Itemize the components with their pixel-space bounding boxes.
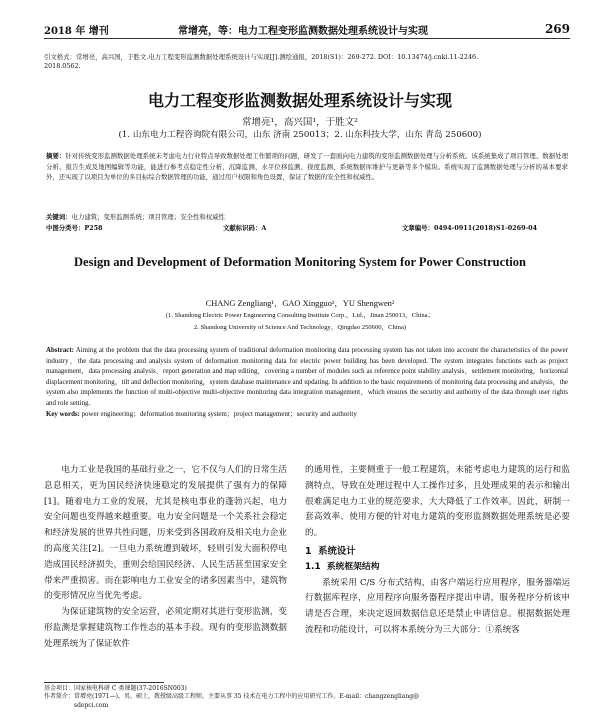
abstract-en-text: Aiming at the problem that the data processing system of traditional deformation monitoring data processing system has not taken into account the characteristics of the power industry，the data processing and analysis system of deformation monitoring data for electric power building has been developed. The system integrates functions such as project management，data processing analysis，report generation and map editing，covering a number of modules such as reference point stability analysis，settlement monitoring，horizontal displacement monitoring，tilt and deflection monitoring，system database maintenance and updating. In addition to the basic requirements of monitoring data processing and analysis，the system also implements the function of multi-objective multi-objective monitoring data integration management，which ensures the security and authority of the data through user rights and role setting. xyxy=(46,347,569,407)
title-en: Design and Development of Deformation Monitoring System for Power Construction xyxy=(74,255,526,269)
keywords-en-text: power engineering；deformation monitoring system；project management；security and authority xyxy=(81,410,357,418)
subsection-title: 系统框架结构 xyxy=(326,561,380,572)
citation-line-2: 2018.0562. xyxy=(44,62,81,70)
subsection-number: 1.1 xyxy=(305,561,321,572)
document-code: 文献标识码：A xyxy=(223,224,267,232)
authors-en: CHANG Zengliang¹，GAO Xingguo¹，YU Shengwen² xyxy=(205,299,395,308)
body-left-paragraph-1: 电力工业是我国的基础行业之一，它不仅与人们的日常生活息息相关，更为国民经济快速稳定的发展提供了强有力的保障[1]。随着电力工业的发展，尤其是核电事业的蓬勃兴起，电力安全问题也变得越来越重要。电力安全问题是一个关系社会稳定和经济发展的世界共性问题，历来受到各国政府及相关电力企业的高度关注[2]。一旦电力系统遭到破坏，轻则引发大面积停电造成国民经济损失，重则会给国民经济、人民生活甚至国家安全带来严重损害。而在影响电力工业安全的诸多因素当中，建筑物的变形情况应当优先考虑。 xyxy=(44,465,287,602)
keywords-en xyxy=(46,410,568,421)
author-bio: 作者简介：常增亮(1971—)，男，硕士，教授级高级工程师，主要从事 35 技术在电力工程中的应用研究工作。E-mail：changzengliang@ xyxy=(44,693,420,701)
running-title: 常增亮，等：电力工程变形监测数据处理系统设计与实现 xyxy=(178,26,428,37)
keywords-en-label: Key words: xyxy=(46,410,80,418)
authors-cn: 常增亮¹，高兴国¹，于胜文² xyxy=(242,117,358,128)
clc-number: 中图分类号：P258 xyxy=(46,224,103,232)
classification-cn xyxy=(46,223,568,234)
subsection-heading-1-1 xyxy=(305,560,570,576)
abstract-cn-label: 摘要： xyxy=(46,152,66,160)
affiliation-en-2: 2. Shandong University of Science And Technology，Qingdao 250600，China) xyxy=(193,324,407,331)
funding-note: 基金项目：国家核电科研 C 类课题(37-2016SN003) xyxy=(44,685,187,692)
section-heading-1 xyxy=(305,544,570,560)
citation-block xyxy=(44,53,570,71)
header-rule xyxy=(44,38,570,39)
affiliation-en-1: (1. Shandong Electric Power Engineering Consulting Institute Corp.，Ltd.，Jinan 250013，China； xyxy=(165,312,435,319)
footnote xyxy=(44,685,570,710)
affiliation-cn: (1. 山东电力工程咨询院有限公司，山东 济南 250013；2. 山东科技大学，山东 青岛 250600) xyxy=(118,130,482,140)
abstract-en xyxy=(46,346,568,420)
keywords-cn-text: 电力建筑；变形监测系统；项目管理；安全性和权威性 xyxy=(71,213,225,221)
abstract-en-label: Abstract: xyxy=(46,347,74,354)
citation-line-1: 引文格式：常增亮，高兴国，于胜文.电力工程变形监测数据处理系统设计与实现[J].测绘通报，2018(S1)：269-272. DOI：10.13474/j.cnki.11-2246. xyxy=(44,53,479,61)
abstract-cn-text: 针对传统变形监测数据处理系统未考虑电力行业特点导致数据处理工作繁琐的问题，研发了一套面向电力建筑的变形监测数据处理与分析系统。该系统集成了项目管理、数据处理分析、报告生成及地图编辑等功能，能进行参考点稳定性分析、沉降监测、水平位移监测、挠度监测、系统数据库维护与更新等多个模块。系统实现了监测数据处理与分析的基本要求外，还实现了以项目为单位的多目标综合数据管理的功能，通过用户权限和角色设置，保证了数据的安全性和权威性。 xyxy=(46,152,569,181)
keywords-cn xyxy=(46,212,568,223)
body-left-column xyxy=(44,463,287,653)
section-number: 1 xyxy=(305,545,312,557)
abstract-cn xyxy=(46,151,568,183)
issue-label: 2018 年 增刊 xyxy=(44,26,109,37)
keywords-cn-label: 关键词： xyxy=(46,213,72,221)
body-left-paragraph-2: 为保证建筑物的安全运营，必须定期对其进行变形监测，变形监测是掌握建筑物工作性态的基本手段。现有的变形监测数据处理系统为了保证软件 xyxy=(44,607,287,649)
page-number: 269 xyxy=(544,22,570,36)
body-right-paragraph-2: 系统采用 C/S 分布式结构，由客户端运行应用程序，服务器端运行数据库程序，应用程序向服务器程序提出申请，服务程序分析该申请是否合理，来决定返回数据信息还是禁止申请信息。根据数据处理流程和功能设计，可以将本系统分为三大部分：①系统客 xyxy=(305,577,570,635)
footnote-rule xyxy=(44,682,164,683)
author-email-tail: sdepci.com xyxy=(74,701,109,709)
body-right-paragraph-1: 的通用性，主要侧重于一般工程建筑，未能考虑电力建筑的运行和监测特点，导致在处理过程中人工操作过多，且处理成果的表示和输出很难满足电力工业的规范要求，大大降低了工作效率。因此，研制一套高效率、使用方便的针对电力建筑的变形监测数据处理系统是必要的。 xyxy=(305,465,570,539)
section-title: 系统设计 xyxy=(318,545,356,557)
running-header xyxy=(44,22,570,36)
article-number: 文章编号：0494-0911(2018)S1-0269-04 xyxy=(402,224,538,232)
body-right-column xyxy=(305,463,570,639)
title-cn: 电力工程变形监测数据处理系统设计与实现 xyxy=(147,91,452,110)
